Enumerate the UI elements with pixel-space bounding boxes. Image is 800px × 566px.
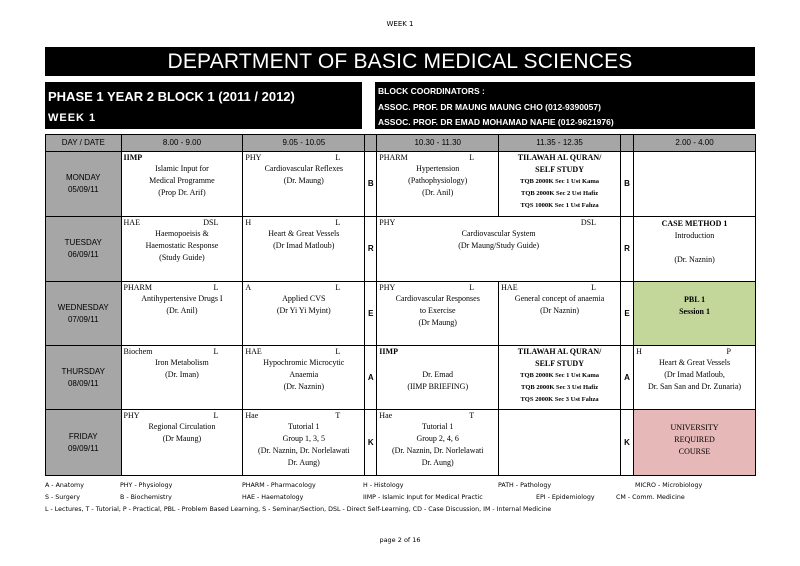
dept-code: PHY	[379, 283, 396, 292]
dept-code: Hae	[379, 411, 393, 420]
legend-item: B - Biochemistry	[120, 494, 172, 501]
session-line: (Pathophysiology)	[408, 176, 468, 185]
legend-item: PATH - Pathology	[498, 482, 552, 489]
session-type: T	[335, 411, 341, 420]
session-line: Introduction	[674, 231, 715, 240]
legend-item: IIMP - Islamic Input for Medical Practic	[363, 494, 483, 501]
legend-item: H - Histology	[363, 482, 404, 489]
day-date: 08/09/11	[67, 378, 99, 388]
session-type: L	[213, 411, 219, 420]
session-line: (Dr. Naznin, Dr. Norlelawati	[391, 446, 484, 455]
session-line: (Dr. Naznin)	[674, 255, 715, 264]
session-line: (Prop Dr. Arif)	[158, 188, 206, 197]
session-title: TILAWAH AL QURAN/	[517, 347, 602, 356]
day-name: THURSDAY	[61, 366, 105, 376]
session-type: L	[335, 153, 341, 162]
quran-group: TQB 2000K Sec 1 Ust Kama	[520, 178, 600, 185]
col-header-slot2: 9.05 - 10.05	[243, 135, 365, 152]
session-line: Group 2, 4, 6	[416, 434, 459, 443]
day-name: MONDAY	[66, 173, 101, 182]
week-line: WEEK 1	[48, 112, 97, 124]
page-number: page 2 of 16	[379, 536, 421, 544]
session-line: Tutorial 1	[421, 422, 454, 431]
legend-item: PHY - Physiology	[120, 482, 173, 489]
day-name: FRIDAY	[68, 431, 98, 441]
session-line: Applied CVS	[282, 294, 326, 303]
session-cell	[243, 282, 365, 346]
session-cell	[243, 152, 365, 217]
day-cell	[46, 346, 122, 410]
quran-group: TQS 2000K Sec 3 Ust Fahza	[520, 396, 599, 403]
phase-box	[45, 82, 362, 129]
col-header-slot4: 11.35 - 12.35	[499, 135, 621, 152]
session-type: L	[591, 283, 596, 292]
session-line: (Dr. Anil)	[422, 188, 454, 197]
dept-code: HAE	[501, 283, 518, 292]
session-cell	[121, 346, 243, 410]
legend-item: A - Anatomy	[45, 482, 84, 489]
day-name: WEDNESDAY	[57, 302, 109, 312]
session-cell	[243, 217, 365, 282]
session-cell	[377, 282, 499, 346]
session-type: L	[469, 283, 475, 292]
dept-code: Hae	[245, 411, 259, 420]
day-name: TUESDAY	[64, 238, 102, 247]
session-line: Dr. Aung)	[421, 458, 454, 467]
day-date: 05/09/11	[67, 185, 99, 194]
day-cell	[46, 152, 122, 217]
session-type: L	[213, 283, 219, 292]
session-line: (Dr. Iman)	[165, 370, 199, 379]
session-line: Cardiovascular System	[461, 229, 536, 238]
department-title: DEPARTMENT OF BASIC MEDICAL SCIENCES	[45, 47, 755, 76]
session-line: (Study Guide)	[159, 253, 205, 262]
session-title: PBL 1	[683, 295, 706, 304]
legend-item: S - Surgery	[45, 494, 80, 501]
session-line: (IIMP BRIEFING)	[407, 382, 469, 391]
dept-code: IIMP	[379, 347, 398, 356]
phase-line: PHASE 1 YEAR 2 BLOCK 1 (2011 / 2012)	[48, 89, 295, 104]
dept-code: PHY	[123, 411, 140, 420]
session-cell-pbl	[634, 282, 756, 346]
session-line: Group 1, 3, 5	[282, 434, 326, 443]
session-title: SELF STUDY	[535, 359, 584, 368]
session-line: (Dr Imad Matloub,	[664, 370, 725, 379]
col-header-slot5: 2.00 - 4.00	[634, 135, 756, 152]
session-cell	[121, 410, 243, 476]
session-title: COURSE	[678, 447, 711, 456]
session-cell	[499, 152, 621, 217]
session-cell	[499, 282, 621, 346]
session-line: Dr. Aung)	[287, 458, 320, 467]
dept-code: Biochem	[123, 347, 153, 356]
day-cell	[46, 410, 122, 476]
session-line: (Dr. Naznin)	[283, 382, 325, 391]
col-header-break	[365, 135, 377, 152]
session-line: (Dr Naznin)	[540, 306, 579, 315]
legend-item: EPI - Epidemiology	[536, 494, 595, 501]
dept-code: PHY	[379, 218, 396, 227]
session-type: P	[726, 347, 731, 356]
session-line: Hypochromic Microcytic	[263, 358, 345, 367]
session-line: Haemostatic Response	[145, 241, 219, 250]
break-letter: R	[620, 217, 633, 282]
day-date: 07/09/11	[67, 314, 99, 324]
dept-code: PHARM	[123, 283, 152, 292]
session-line: Dr. Emad	[422, 370, 454, 379]
session-line: Tutorial 1	[288, 422, 320, 431]
session-line: to Exercise	[419, 306, 456, 315]
row-tuesday	[46, 217, 756, 282]
session-cell	[377, 152, 499, 217]
session-type: DSL	[580, 218, 596, 227]
legend-item: HAE - Haematology	[242, 494, 304, 501]
dept-code: HAE	[123, 218, 140, 227]
break-letter: E	[620, 282, 633, 346]
quran-group: TQB 2000K Sec 1 Ust Kama	[520, 372, 600, 379]
session-cell	[377, 346, 499, 410]
row-wednesday	[46, 282, 756, 346]
break-letter: A	[365, 346, 377, 410]
break-letter: E	[365, 282, 377, 346]
session-cell-empty	[634, 152, 756, 217]
session-cell-merged	[377, 217, 621, 282]
break-letter: A	[620, 346, 633, 410]
session-cell	[121, 152, 243, 217]
coordinators-box	[375, 82, 755, 129]
session-line: Heart & Great Vessels	[268, 229, 340, 238]
session-cell	[121, 282, 243, 346]
session-line: General concept of anaemia	[514, 294, 605, 303]
session-type: L	[335, 283, 341, 292]
session-cell-empty	[499, 410, 621, 476]
quran-group: TQB 2000K Sec 3 Ust Hafiz	[521, 384, 599, 391]
legend-row-3: L - Lectures, T - Tutorial, P - Practical, PBL - Problem Based Learning, S - Seminar/Section, DSL - Direct Self-Learning, CD - Case Discussion, IM - Internal Medicine	[45, 506, 552, 513]
col-header-day: DAY / DATE	[46, 135, 122, 152]
dept-code: IIMP	[123, 153, 143, 162]
session-line: Dr. San San and Dr. Zunaria)	[647, 382, 742, 391]
break-letter: B	[365, 152, 377, 217]
session-line: (Dr Maung)	[418, 318, 457, 327]
legend-item: PHARM - Pharmacology	[242, 482, 316, 489]
session-title: Session 1	[679, 307, 710, 316]
day-date: 09/09/11	[67, 443, 99, 453]
page-header-week: WEEK 1	[386, 20, 414, 28]
session-title: UNIVERSITY	[670, 423, 719, 432]
break-letter: K	[620, 410, 633, 476]
quran-group: TQS 1000K Sec 1 Ust Fahza	[520, 202, 599, 209]
session-cell	[377, 410, 499, 476]
session-cell-university-course	[634, 410, 756, 476]
session-line: (Dr. Maung)	[283, 176, 324, 185]
session-cell	[243, 410, 365, 476]
session-line: Heart & Great Vessels	[658, 358, 731, 367]
session-line: Haemopoeisis &	[155, 229, 209, 238]
session-title: TILAWAH AL QURAN/	[517, 153, 602, 162]
coordinator-2: ASSOC. PROF. DR EMAD MOHAMAD NAFIE (012-9621976)	[378, 117, 614, 127]
session-type: L	[469, 153, 475, 162]
session-title: CASE METHOD 1	[661, 219, 728, 228]
session-title: SELF STUDY	[535, 165, 584, 174]
session-type: DSL	[203, 218, 219, 227]
session-cell	[243, 346, 365, 410]
session-line: (Dr Imad Matloub)	[273, 241, 335, 250]
session-line: Cardiovascular Responses	[395, 294, 480, 303]
col-header-slot1: 8.00 - 9.00	[121, 135, 243, 152]
session-line: Medical Programme	[149, 176, 215, 185]
session-line: Cardiovascular Reflexes	[264, 164, 343, 173]
timetable-header-row	[46, 135, 756, 152]
session-line: (Dr. Naznin, Dr. Norlelawati	[258, 446, 350, 455]
row-friday	[46, 410, 756, 476]
coordinator-1: ASSOC. PROF. DR MAUNG MAUNG CHO (012-9390057)	[378, 102, 601, 112]
dept-code: HAE	[245, 347, 262, 356]
col-header-lunch	[620, 135, 633, 152]
day-date: 06/09/11	[67, 250, 99, 259]
session-line: (Dr Yi Yi Myint)	[276, 306, 331, 315]
day-cell	[46, 282, 122, 346]
session-type: T	[469, 411, 475, 420]
session-cell	[634, 346, 756, 410]
session-cell	[121, 217, 243, 282]
session-line: Antihypertensive Drugs I	[141, 294, 223, 303]
dept-code: H	[636, 347, 642, 356]
session-title: REQUIRED	[674, 435, 715, 444]
session-line: Iron Metabolism	[155, 358, 209, 367]
row-thursday	[46, 346, 756, 410]
session-type: L	[335, 218, 341, 227]
session-line: Anaemia	[289, 370, 319, 379]
dept-code: A	[245, 283, 252, 292]
timetable	[45, 134, 756, 476]
legend-item: CM - Comm. Medicine	[616, 494, 685, 501]
session-line: (Dr. Anil)	[166, 306, 198, 315]
session-line: Hypertension	[416, 164, 460, 173]
session-type: L	[213, 347, 219, 356]
session-cell	[634, 217, 756, 282]
coordinators-heading: BLOCK COORDINATORS :	[378, 86, 485, 96]
session-type: L	[335, 347, 341, 356]
day-cell	[46, 217, 122, 282]
session-cell	[499, 346, 621, 410]
break-letter: K	[365, 410, 377, 476]
break-letter: B	[620, 152, 633, 217]
session-line: Regional Circulation	[148, 422, 216, 431]
row-monday	[46, 152, 756, 217]
dept-code: PHARM	[379, 153, 408, 162]
dept-code: PHY	[245, 153, 262, 162]
quran-group: TQB 2000K Sec 2 Ust Hafiz	[521, 190, 599, 197]
session-line: Islamic Input for	[155, 164, 209, 173]
session-line: (Dr Maung/Study Guide)	[458, 241, 540, 250]
break-letter: R	[365, 217, 377, 282]
dept-code: H	[245, 218, 252, 227]
col-header-slot3: 10.30 - 11.30	[377, 135, 499, 152]
legend-item: MICRO - Microbiology	[635, 482, 703, 489]
session-line: (Dr Maung)	[162, 434, 202, 443]
